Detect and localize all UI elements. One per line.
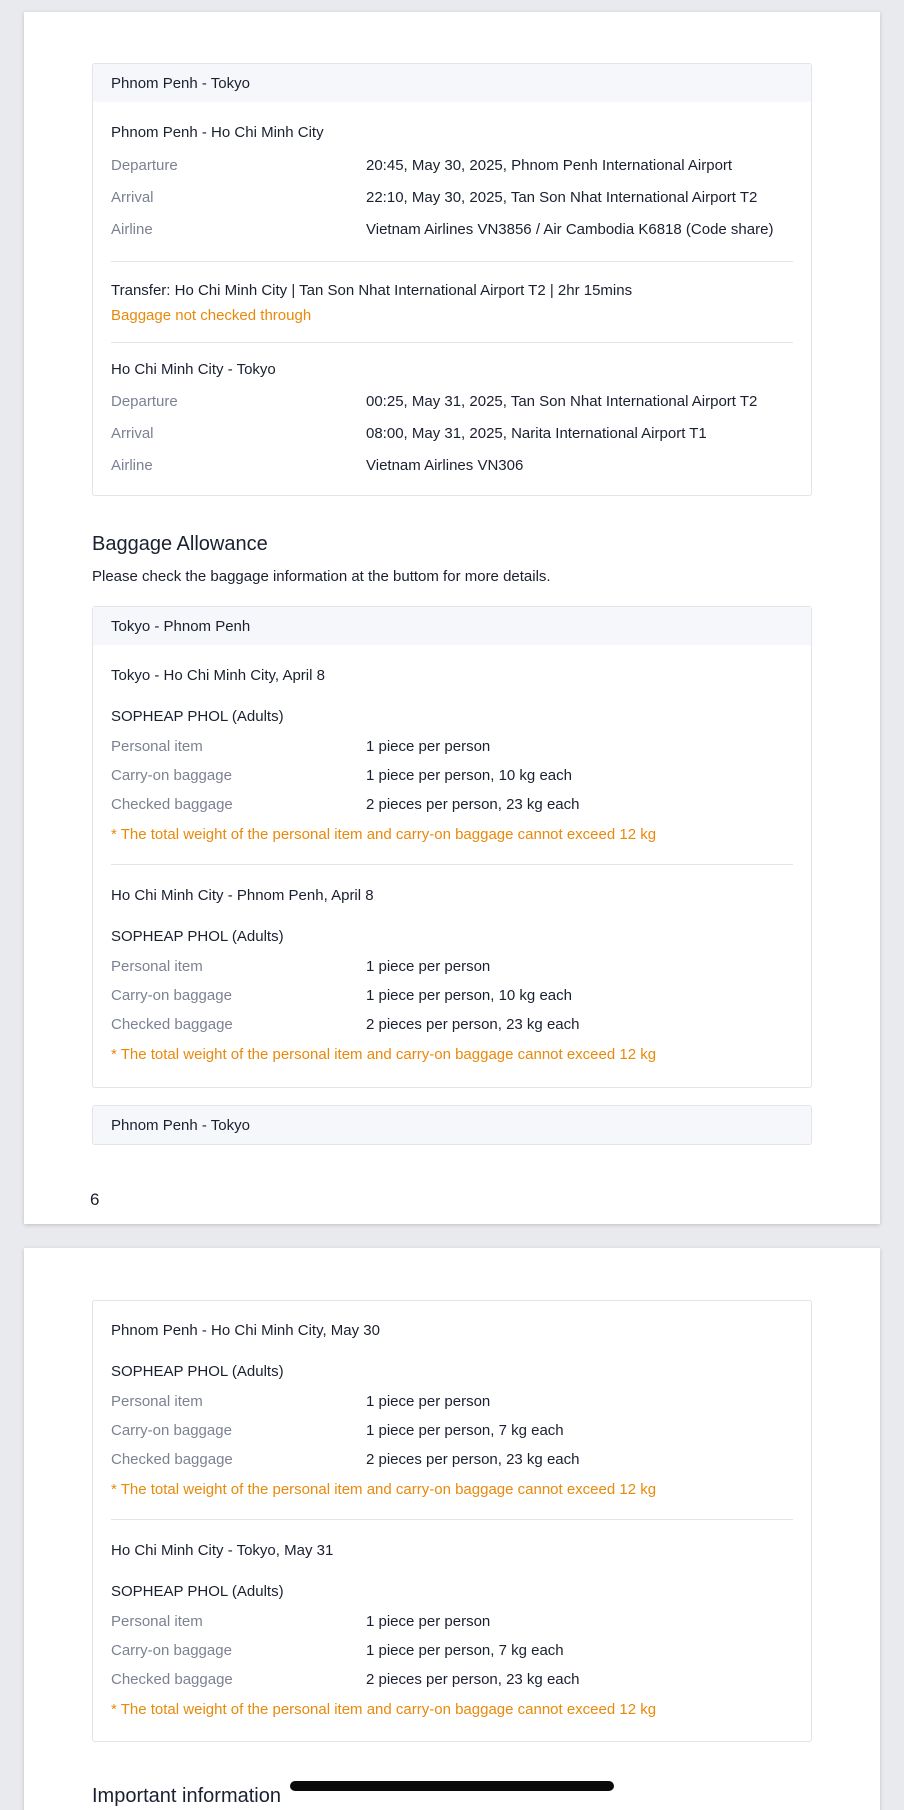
outbound-seg-1-checked-label: Checked baggage bbox=[111, 1451, 233, 1468]
return-seg-1-carry-label: Carry-on baggage bbox=[111, 767, 232, 784]
segment-2-title: Ho Chi Minh City - Tokyo bbox=[111, 361, 276, 378]
outbound-seg-1-carry-value: 1 piece per person, 7 kg each bbox=[366, 1422, 564, 1439]
outbound-seg-1-title: Phnom Penh - Ho Chi Minh City, May 30 bbox=[111, 1322, 380, 1339]
divider bbox=[111, 864, 793, 865]
return-seg-2-carry-label: Carry-on baggage bbox=[111, 987, 232, 1004]
segment-1-arrival-value: 22:10, May 30, 2025, Tan Son Nhat International Airport T2 bbox=[366, 189, 758, 206]
baggage-allowance-subtitle: Please check the baggage information at the buttom for more details. bbox=[92, 568, 551, 585]
document-page-1 bbox=[24, 12, 880, 1224]
return-seg-1-personal-value: 1 piece per person bbox=[366, 738, 491, 755]
important-information-title: Important information bbox=[92, 1785, 281, 1807]
segment-1-airline-value: Vietnam Airlines VN3856 / Air Cambodia K6818 (Code share) bbox=[366, 221, 774, 238]
outbound-seg-1-personal-label: Personal item bbox=[111, 1393, 203, 1410]
outbound-seg-2-passenger: SOPHEAP PHOL (Adults) bbox=[111, 1583, 284, 1600]
return-seg-1-carry-value: 1 piece per person, 10 kg each bbox=[366, 767, 572, 784]
segment-1-departure-label: Departure bbox=[111, 157, 178, 174]
return-seg-2-personal-label: Personal item bbox=[111, 958, 203, 975]
return-baggage-body bbox=[93, 645, 811, 1087]
outbound-seg-2-checked-value: 2 pieces per person, 23 kg each bbox=[366, 1671, 580, 1688]
segment-2-departure-value: 00:25, May 31, 2025, Tan Son Nhat International Airport T2 bbox=[366, 393, 758, 410]
return-seg-2-checked-value: 2 pieces per person, 23 kg each bbox=[366, 1016, 580, 1033]
divider bbox=[111, 261, 793, 262]
outbound-route-header: Phnom Penh - Tokyo bbox=[93, 1106, 811, 1144]
outbound-seg-2-carry-label: Carry-on baggage bbox=[111, 1642, 232, 1659]
return-seg-2-title: Ho Chi Minh City - Phnom Penh, April 8 bbox=[111, 887, 374, 904]
return-seg-1-personal-label: Personal item bbox=[111, 738, 203, 755]
segment-2-departure-label: Departure bbox=[111, 393, 178, 410]
divider bbox=[111, 1519, 793, 1520]
segment-2-arrival-label: Arrival bbox=[111, 425, 154, 442]
outbound-seg-2-weight-note: * The total weight of the personal item and carry-on baggage cannot exceed 12 kg bbox=[111, 1701, 657, 1718]
outbound-seg-1-checked-value: 2 pieces per person, 23 kg each bbox=[366, 1451, 580, 1468]
segment-2-airline-label: Airline bbox=[111, 457, 153, 474]
return-seg-2-checked-label: Checked baggage bbox=[111, 1016, 233, 1033]
outbound-seg-1-weight-note: * The total weight of the personal item and carry-on baggage cannot exceed 12 kg bbox=[111, 1481, 657, 1498]
segment-1-departure-value: 20:45, May 30, 2025, Phnom Penh International Airport bbox=[366, 157, 733, 174]
outbound-seg-2-personal-label: Personal item bbox=[111, 1613, 203, 1630]
outbound-seg-2-personal-value: 1 piece per person bbox=[366, 1613, 491, 1630]
return-seg-2-weight-note: * The total weight of the personal item and carry-on baggage cannot exceed 12 kg bbox=[111, 1046, 657, 1063]
segment-2-airline-value: Vietnam Airlines VN306 bbox=[366, 457, 524, 474]
segment-1-airline-label: Airline bbox=[111, 221, 153, 238]
outbound-baggage-body bbox=[93, 1301, 811, 1741]
outbound-baggage-card-header bbox=[92, 1105, 812, 1145]
return-seg-1-passenger: SOPHEAP PHOL (Adults) bbox=[111, 708, 284, 725]
segment-1-arrival-label: Arrival bbox=[111, 189, 154, 206]
return-baggage-card bbox=[92, 606, 812, 1088]
divider bbox=[111, 342, 793, 343]
transfer-info: Transfer: Ho Chi Minh City | Tan Son Nhat International Airport T2 | 2hr 15mins bbox=[111, 282, 633, 299]
return-seg-1-weight-note: * The total weight of the personal item and carry-on baggage cannot exceed 12 kg bbox=[111, 826, 657, 843]
baggage-not-checked-warning: Baggage not checked through bbox=[111, 307, 312, 324]
document-page-2 bbox=[24, 1248, 880, 1810]
segment-1-title: Phnom Penh - Ho Chi Minh City bbox=[111, 124, 324, 141]
outbound-seg-1-carry-label: Carry-on baggage bbox=[111, 1422, 232, 1439]
return-seg-1-checked-value: 2 pieces per person, 23 kg each bbox=[366, 796, 580, 813]
return-seg-2-carry-value: 1 piece per person, 10 kg each bbox=[366, 987, 572, 1004]
outbound-seg-2-carry-value: 1 piece per person, 7 kg each bbox=[366, 1642, 564, 1659]
outbound-baggage-card bbox=[92, 1300, 812, 1742]
page-number: 6 bbox=[90, 1190, 100, 1209]
outbound-seg-1-passenger: SOPHEAP PHOL (Adults) bbox=[111, 1363, 284, 1380]
outbound-seg-1-personal-value: 1 piece per person bbox=[366, 1393, 491, 1410]
outbound-seg-2-checked-label: Checked baggage bbox=[111, 1671, 233, 1688]
itinerary-body bbox=[93, 102, 811, 495]
home-indicator[interactable] bbox=[290, 1781, 614, 1791]
return-seg-1-checked-label: Checked baggage bbox=[111, 796, 233, 813]
return-seg-2-passenger: SOPHEAP PHOL (Adults) bbox=[111, 928, 284, 945]
segment-2-arrival-value: 08:00, May 31, 2025, Narita International Airport T1 bbox=[366, 425, 707, 442]
return-seg-1-title: Tokyo - Ho Chi Minh City, April 8 bbox=[111, 667, 325, 684]
itinerary-card bbox=[92, 63, 812, 496]
itinerary-route-header: Phnom Penh - Tokyo bbox=[93, 64, 811, 102]
outbound-seg-2-title: Ho Chi Minh City - Tokyo, May 31 bbox=[111, 1542, 334, 1559]
return-seg-2-personal-value: 1 piece per person bbox=[366, 958, 491, 975]
baggage-allowance-title: Baggage Allowance bbox=[92, 533, 268, 555]
return-route-header: Tokyo - Phnom Penh bbox=[93, 607, 811, 645]
